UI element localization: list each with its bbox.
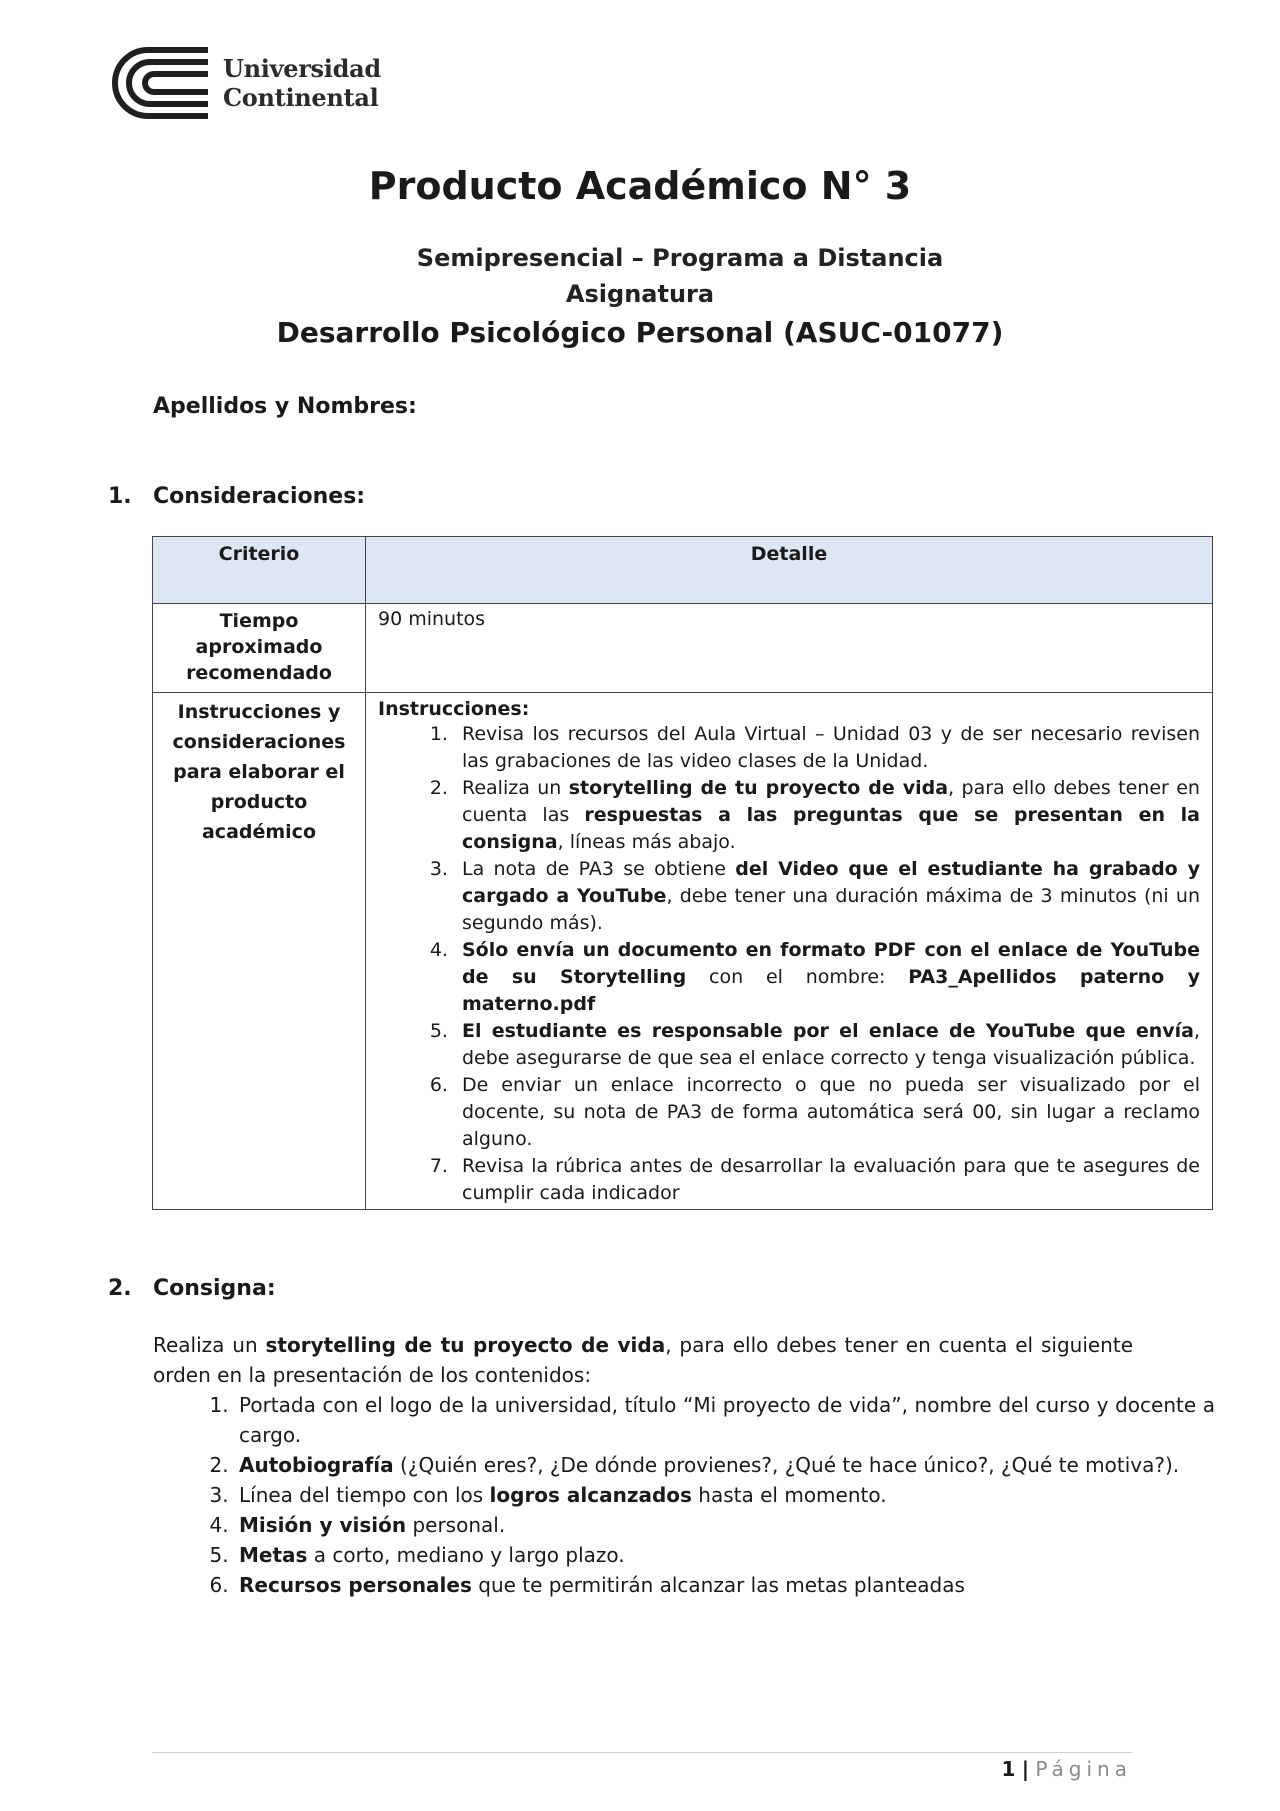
course-name: Desarrollo Psicológico Personal (ASUC-01077)	[276, 316, 1004, 349]
criterion-cell: Instrucciones y consideraciones para elaborar el producto académico	[153, 693, 366, 1210]
instructions-title: Instrucciones:	[378, 698, 530, 720]
list-item: 4. Sólo envía un documento en formato PDF con el enlace de YouTube de su Storytelling con el nombre: PA3_Apellidos paterno y materno.pdf	[454, 937, 1200, 1018]
list-item: 1. Portada con el logo de la universidad, título “Mi proyecto de vida”, nombre del curso y docente a cargo.	[235, 1390, 1215, 1450]
university-name-line1: Universidad	[223, 54, 381, 83]
page-number: 1	[1001, 1757, 1016, 1781]
student-name-label: Apellidos y Nombres:	[153, 394, 417, 419]
page-footer	[1001, 1757, 1132, 1781]
section-consideraciones-heading	[108, 484, 365, 509]
university-name-line2: Continental	[223, 83, 379, 112]
section-number: 1.	[108, 484, 132, 509]
list-item: 5. El estudiante es responsable por el enlace de YouTube que envía, debe asegurarse de que sea el enlace correcto y tenga visualización pública.	[454, 1018, 1200, 1072]
university-logo	[108, 44, 381, 124]
list-item: 3. La nota de PA3 se obtiene del Video que el estudiante ha grabado y cargado a YouTube, debe tener una duración máxima de 3 minutos (ni un segundo más).	[454, 856, 1200, 937]
list-item: 3. Línea del tiempo con los logros alcanzados hasta el momento.	[235, 1480, 1215, 1510]
section-title: Consigna:	[153, 1276, 276, 1301]
list-item: 6. Recursos personales que te permitirán alcanzar las metas planteadas	[235, 1570, 1215, 1600]
table-header-criterio: Criterio	[153, 537, 366, 604]
page-word: Página	[1035, 1757, 1132, 1781]
table-row	[153, 693, 1213, 1210]
document-title: Producto Académico N° 3	[368, 164, 912, 208]
university-name	[223, 54, 381, 112]
list-item: 2. Realiza un storytelling de tu proyecto de vida, para ello debes tener en cuenta las respuestas a las preguntas que se presentan en la consigna, líneas más abajo.	[454, 775, 1200, 856]
list-item: 1. Revisa los recursos del Aula Virtual – Unidad 03 y de ser necesario revisen las grabaciones de las video clases de la Unidad.	[454, 721, 1200, 775]
university-emblem-icon	[108, 44, 213, 122]
criterion-cell: Tiempo aproximado recomendado	[153, 604, 366, 693]
consigna-list	[153, 1390, 1215, 1600]
consigna-intro: Realiza un storytelling de tu proyecto de vida, para ello debes tener en cuenta el siguiente orden en la presentación de los contenidos:	[153, 1333, 1133, 1387]
instructions-list	[378, 721, 1200, 1207]
table-row	[153, 604, 1213, 693]
modality-line: Semipresencial – Programa a Distancia	[416, 244, 944, 272]
detail-cell: 90 minutos	[366, 604, 1213, 693]
section-number: 2.	[108, 1276, 132, 1301]
footer-divider	[152, 1752, 1132, 1753]
list-item: 2. Autobiografía (¿Quién eres?, ¿De dónde provienes?, ¿Qué te hace único?, ¿Qué te motiva?).	[235, 1450, 1215, 1480]
table-header-detalle: Detalle	[366, 537, 1213, 604]
list-item: 7. Revisa la rúbrica antes de desarrollar la evaluación para que te asegures de cumplir cada indicador	[454, 1153, 1200, 1207]
list-item: 5. Metas a corto, mediano y largo plazo.	[235, 1540, 1215, 1570]
detail-cell	[366, 693, 1213, 1210]
list-item: 4. Misión y visión personal.	[235, 1510, 1215, 1540]
criteria-table	[152, 536, 1213, 1210]
list-item: 6. De enviar un enlace incorrecto o que no pueda ser visualizado por el docente, su nota de PA3 de forma automática será 00, sin lugar a reclamo alguno.	[454, 1072, 1200, 1153]
table-header-row	[153, 537, 1213, 604]
section-title: Consideraciones:	[153, 484, 366, 509]
footer-separator: |	[1021, 1757, 1030, 1781]
section-consigna-heading	[108, 1276, 276, 1301]
subject-label: Asignatura	[565, 280, 715, 308]
